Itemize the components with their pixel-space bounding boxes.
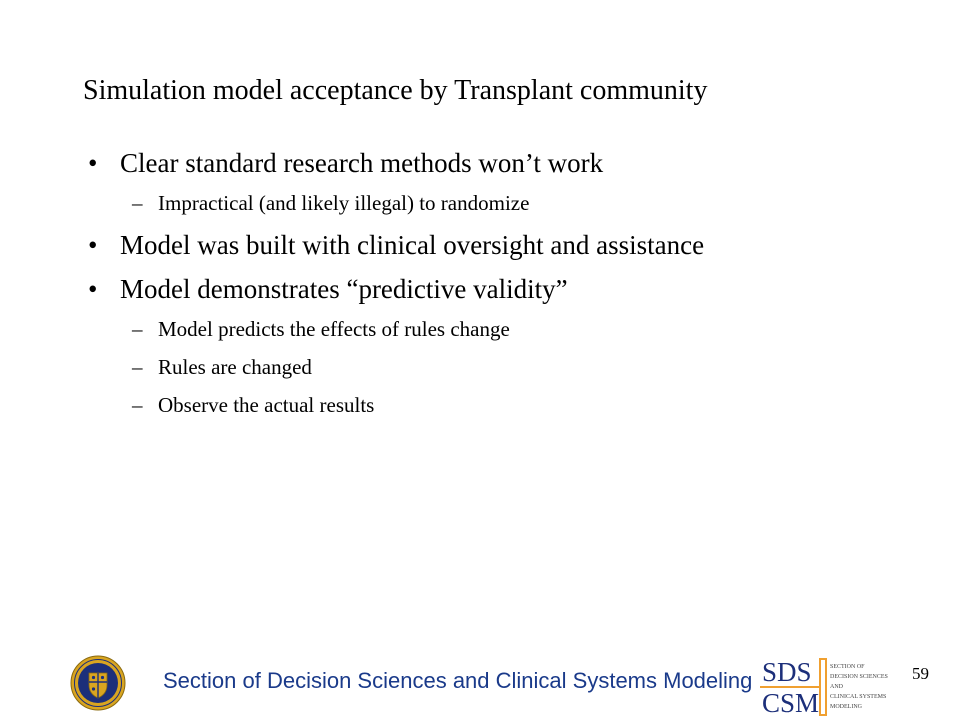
logo-word: SECTION OF xyxy=(830,664,865,670)
sub-bullet-item xyxy=(88,354,948,380)
logo-primary-text: SDS xyxy=(762,657,812,687)
sub-bullet-item xyxy=(88,392,948,418)
logo-word: AND xyxy=(830,684,843,690)
bullet-dot: • xyxy=(88,148,98,178)
sub-bullet-text: Observe the actual results xyxy=(158,393,375,417)
bullet-text: Clear standard research methods won’t work xyxy=(120,148,604,178)
sub-bullet-dash: – xyxy=(132,355,143,379)
logo-secondary-text: CSM xyxy=(762,688,820,717)
logo-word: DECISION SCIENCES xyxy=(830,674,888,680)
bullet-text: Model demonstrates “predictive validity” xyxy=(120,274,568,304)
bullet-list xyxy=(88,146,948,430)
university-seal-logo xyxy=(70,655,126,711)
sub-bullet-item xyxy=(88,316,948,342)
page-number: 59 xyxy=(912,664,929,683)
sub-bullet-text: Model predicts the effects of rules change xyxy=(158,317,510,341)
bullet-item xyxy=(88,146,948,180)
sub-bullet-dash: – xyxy=(132,317,143,341)
bullet-item xyxy=(88,228,948,262)
sdscsm-logo xyxy=(760,655,890,717)
logo-word: CLINICAL SYSTEMS xyxy=(830,694,887,700)
logo-word: MODELING xyxy=(830,704,862,710)
bullet-text: Model was built with clinical oversight and assistance xyxy=(120,230,705,260)
sub-bullet-dash: – xyxy=(132,191,143,215)
slide-title: Simulation model acceptance by Transplant community xyxy=(83,75,708,106)
sub-bullet-text: Impractical (and likely illegal) to randomize xyxy=(158,191,530,215)
bullet-dot: • xyxy=(88,230,98,260)
bullet-dot: • xyxy=(88,274,98,304)
sub-bullet-text: Rules are changed xyxy=(158,355,312,379)
footer-department: Section of Decision Sciences and Clinical Systems Modeling xyxy=(163,668,753,693)
sub-bullet-dash: – xyxy=(132,393,143,417)
sub-bullet-item xyxy=(88,190,948,216)
bullet-item xyxy=(88,272,948,306)
